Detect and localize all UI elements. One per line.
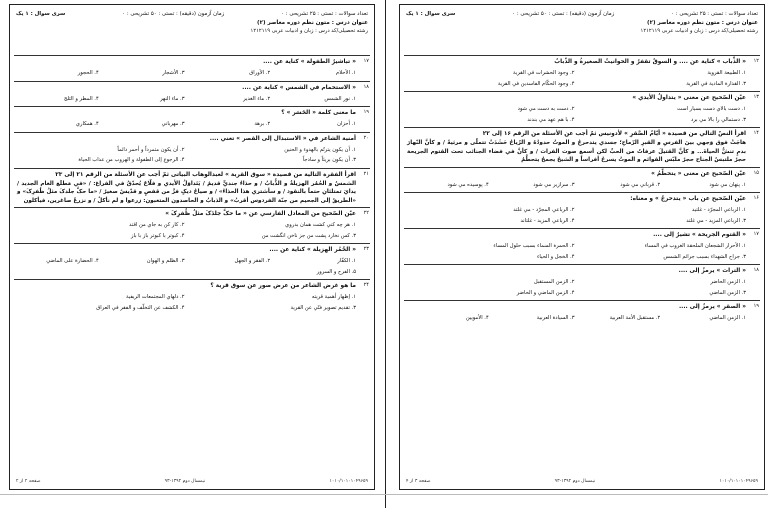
answer-option[interactable]: ۱. الأحلام xyxy=(335,70,356,76)
answer-option[interactable]: ۱. دست بالاي دست بسیار است xyxy=(677,106,746,112)
answer-options xyxy=(407,205,746,226)
question-stem: « الذِّباب » کنایة عن .... و السوقُ تقفرُ و الحوانیتُ الصغیرةُ و الذّبابُ xyxy=(554,59,746,65)
question-block xyxy=(14,132,370,168)
question-list xyxy=(14,55,370,475)
footer-code: ۱۰۱۰/۱۰۱۰۱۰۴۹۶۵۹ xyxy=(329,479,368,484)
answer-option[interactable]: ۴. الرجوع إلى الطفولة و الهروب من عذاب الحیاة xyxy=(78,157,185,163)
answer-option[interactable]: ۲. قرباني مي شود xyxy=(620,181,661,188)
question-stem: عیّن الصّحیح عن معنی « یتداولُ الأیدي » xyxy=(632,95,746,101)
question-block xyxy=(404,300,760,326)
answer-option[interactable]: ۱. الرباعي المجرّد - غلتید xyxy=(691,207,746,214)
series-label: سری سوال : ۱ یک xyxy=(406,11,456,17)
page-header xyxy=(406,10,758,54)
answer-options xyxy=(17,256,356,277)
answer-option[interactable]: ۳. تقدیم تصویر فنّي عن القریة xyxy=(290,304,356,311)
answer-option[interactable]: ۴. الخجل و الحیاء xyxy=(536,253,575,260)
question-stem: « القتوم الجریحة » تشیرُ إلی .... xyxy=(653,232,746,239)
page-footer xyxy=(406,477,758,486)
answer-option[interactable]: ۴. المطر و الثلج xyxy=(64,95,99,102)
question-block xyxy=(14,106,370,132)
question-stem: « الحُمُر الهزیلة » کنایة عن .... xyxy=(269,247,356,254)
question-number: ۱۳ xyxy=(753,94,759,100)
footer-term: نیمسال دوم ۱۳۹۲-۹۳ xyxy=(554,479,596,484)
answer-option[interactable]: ۴. الرباعي المزید - غلتاند xyxy=(520,217,575,224)
question-stem: أمنیة الشاعر في « الاستبدال إلى القصر » تعني .... xyxy=(209,135,356,142)
answer-option[interactable]: ۳. ماء النهر xyxy=(160,95,185,102)
question-block xyxy=(404,192,760,228)
answer-option[interactable]: ۵. الفرح و السرور xyxy=(316,268,356,275)
page-divider xyxy=(385,0,386,508)
answer-option[interactable]: ۱. هر چه کني کشت همان بدروي xyxy=(285,222,356,229)
count-label: تعداد سوالات : تستی : ۲۵ تشریحی : ۰ xyxy=(671,11,758,17)
question-stem: « الصقر » یرمزُ إلی .... xyxy=(678,304,746,311)
question-stem: عیّن الصّحیح من المعادل الفارسي عن « ما حکَّ جلدَکَ مثلُ ظُفرِکَ » xyxy=(165,211,356,218)
answer-option[interactable]: ۳. الظلم و الهوان xyxy=(146,258,185,265)
question-number: ۱۸ xyxy=(363,83,369,90)
course-title: متون نظم دوره معاصر (۲) xyxy=(257,20,330,26)
answer-option[interactable]: ۳. جراح الشهداء بسبب جرائم الشمس xyxy=(663,253,746,260)
question-number: ۲۳ xyxy=(363,246,369,253)
question-stem: ما هو غرض الشاعر من عرض صور عن سوق قریة ؟ xyxy=(210,283,356,290)
answer-option[interactable]: ۲. دست به دست مي شود xyxy=(517,106,575,112)
question-number: ۲۴ xyxy=(363,282,369,289)
answer-option[interactable]: ۱. إظهار أهمیة قریته xyxy=(311,294,356,301)
footer-code: ۱۰۱۰/۱۰۱۰۱۰۴۹۶۵۹ xyxy=(719,479,758,484)
question-number: ۱۶ xyxy=(753,195,759,202)
question-number: ۱۲ xyxy=(753,58,759,64)
answer-option[interactable]: ۱. الأحرار الشجعان الملحقة الغروب في المساء xyxy=(644,243,746,250)
answer-options xyxy=(407,68,746,89)
answer-option[interactable]: ۳. الزمن الماضي xyxy=(709,289,746,296)
answer-option[interactable]: ۲. أن یکون متمرداً و أحمر دائماً xyxy=(117,146,185,153)
question-list xyxy=(404,55,760,475)
course-subtitle: زبان و ادبیات عربی ۱۲۱۲۱۱۹ xyxy=(640,28,704,34)
course-subtitle: زبان و ادبیات عربی ۱۲۱۲۱۱۹ xyxy=(250,28,314,34)
question-number: ۱۹ xyxy=(753,303,759,310)
answer-options xyxy=(407,180,746,191)
answer-option[interactable]: ۴. همکاري xyxy=(75,121,99,127)
question-block xyxy=(14,168,370,208)
question-stem: « التراث » یرمزُ إلی .... xyxy=(678,268,746,275)
answer-options xyxy=(17,94,356,105)
answer-option[interactable]: ۲. الفقر و الجهل xyxy=(234,258,271,265)
answer-option[interactable]: ۱. الزمن الحاضر xyxy=(710,279,746,286)
answer-option[interactable]: ۲. وجود الحشرات في القریة xyxy=(513,70,575,76)
exam-page-left xyxy=(9,4,375,490)
question-number: ۱۷ xyxy=(363,58,369,64)
question-block xyxy=(404,127,760,167)
answer-option[interactable]: ۴. الحضارة علی الماضي xyxy=(46,258,99,265)
question-block xyxy=(404,91,760,127)
answer-option[interactable]: ۴. پوسیده مي شود xyxy=(447,181,489,188)
answer-option[interactable]: ۲. کار کن به جاي من اقتد xyxy=(129,222,185,229)
answer-option[interactable]: ۴. الزمن الماضي و الحاضر xyxy=(516,289,575,296)
question-stem: « تباشیرُ الطفولة » کنایة عن .... xyxy=(263,59,356,65)
answer-option[interactable]: ۲. الزمن المستقبل xyxy=(533,279,575,286)
question-stem: اقرأ الفقرة التالیة من قصیدة « سوق القریة » لعبدالوهاب البیاتی ثمّ أجب عن الأسئلة من الرقم ۲۱ إلی ۲۳ xyxy=(55,171,356,178)
answer-option[interactable]: ۱. پنهان مي شود xyxy=(709,181,746,188)
page-header xyxy=(16,10,368,54)
answer-option[interactable]: ۳. مهرباني xyxy=(161,121,185,127)
answer-option[interactable]: ۲. الرباعي المجرّد - مي غلتد xyxy=(513,207,575,214)
answer-option[interactable]: ۲. مستقبل الأمة العربیة xyxy=(609,315,661,322)
answer-option[interactable]: ۲. برهة xyxy=(254,121,271,127)
answer-options xyxy=(407,104,746,125)
answer-option[interactable]: ۳. کس نخارد پشت من جز ناخن انگشت من xyxy=(261,232,356,239)
question-block xyxy=(14,279,370,315)
answer-option[interactable]: ۴. با هم عهد مي بندند xyxy=(527,116,575,123)
page-footer xyxy=(16,477,368,486)
question-number: ۲۱ xyxy=(363,170,369,177)
answer-option[interactable]: ۳. الأشجار xyxy=(162,70,185,76)
course-title: متون نظم دوره معاصر (۲) xyxy=(647,20,720,26)
question-block xyxy=(404,228,760,264)
answer-option[interactable]: ۳. السیادة العربیة xyxy=(536,315,575,322)
time-label: زمان آزمون (دقیقه) : تستی : ۵۰ تشریحی : ۰ xyxy=(122,11,225,17)
answer-option[interactable]: ۳. القذارة المادیة في القریة xyxy=(686,80,746,87)
series-label: سری سوال : ۱ یک xyxy=(16,11,66,17)
answer-options xyxy=(17,220,356,241)
answer-option[interactable]: ۲. دلهاي المجتمعات الریفیة xyxy=(125,294,185,301)
question-number: ۲۰ xyxy=(363,134,369,141)
course-label: عنوان درس : xyxy=(721,20,758,26)
reading-passage: هاجَتْ فوق وَجهي بینَ الفرسِ و القبرِ الرّماحِ؛ جسدي یتدحرجُ و الموتُ حدودُهُ و الرّیاحُ حَشَدَتْ تتملّی و مرثیةٌ / و کأنَّ النّهارَ بدمٍ تنشُّ الحیاةَ... و کأنَّ القتیلَ عرفاتٌ من الحبِّ لکن أسمع صوت الفرات / و کأنَّ في فضاء الجنائب تحت القتوم الجریحة حجرٌ ملتبسُ الجناح حجرٌ ملبّس القوائم و الموتُ یسرحُ أفراساً و الشبحُ یجمحُ یتحطَّمُ xyxy=(407,140,746,164)
question-stem: عیّن الصّحیح عن باب « یتدحرجُ » و معناه: xyxy=(630,196,746,203)
question-stem: عیّن الصّحیح عن معنی « یتحطّمُ » xyxy=(651,170,746,177)
answer-option[interactable]: ۴. وجود الحکّام الفاسدین في القریة xyxy=(497,80,575,87)
answer-option[interactable]: ۱. الطبیعة القرویة xyxy=(707,70,746,76)
fields-label: رشته تحصیلی/کد درس : xyxy=(315,28,368,34)
answer-option[interactable]: ۴. کبوتر با کبوتر باز با باز xyxy=(131,232,185,239)
question-stem: اقرأ النصّ التالي من قصیدة « أیّامُ الصَّقرِ » لأدونیس ثمّ أجب عن الأسئلة من الرقم ۱۶ إلی ۲۲ xyxy=(482,131,746,137)
answer-option[interactable]: ۳. أن یکون بریئاً و ساذجاً xyxy=(302,157,356,163)
answer-option[interactable]: ۱. أحزان xyxy=(337,121,356,127)
fields-label: رشته تحصیلی/کد درس : xyxy=(705,28,758,34)
answer-options xyxy=(407,277,746,298)
answer-options xyxy=(407,313,746,324)
exam-page-right xyxy=(399,4,765,490)
answer-option[interactable]: ۱. الزمن الماضي xyxy=(709,315,746,322)
question-number: ۱۸ xyxy=(753,267,759,274)
question-block xyxy=(14,55,370,81)
question-number: ۱۵ xyxy=(753,169,759,176)
question-number: ۲۲ xyxy=(363,210,369,217)
count-label: تعداد سوالات : تستی : ۲۵ تشریحی : ۰ xyxy=(281,11,368,17)
footer-page: صفحه ۲ از ۲ xyxy=(16,479,41,484)
answer-options xyxy=(17,119,356,130)
question-block xyxy=(404,167,760,193)
answer-option[interactable]: ۱. أن یکون یترنّم بالهدوء و الحنین xyxy=(284,146,356,153)
answer-option[interactable]: ۳. سرازیر مي شود xyxy=(533,181,575,188)
answer-option[interactable]: ۲. الحمرة السماء بسبب حلول المساء xyxy=(493,243,575,250)
reading-passage: الشمسُ و الحُمُر الهزیلةُ و الذُّبابُ / و حذاءُ جنديٍّ قدیمٌ / یَتَداوَلُ الأیدي و فلّاحٌ یُحدّقُ في الفراغ: / «في مَطلَع العام الجدید / یدايَ تمتلئانِ حتماً بالنقود / و سأشتري هذا الحذاءُ» / و صیاحُ دیکٍ فرَّ من قفصٍ و قدّیسٌ صغیرٌ / «ما حکَّ جلدکَ مثلُ ظُفرِکَ» و «الطریقُ إلی الجحیم من جنّة الفردوس أقربُ» و الذبابُ و الحاصدون المتعبون: زرعوا و لم نأکلْ / و نزرعُ صاغرین، فیأکلون xyxy=(17,180,356,204)
question-block xyxy=(14,207,370,243)
footer-page: صفحه ۳ از ۴ xyxy=(406,479,431,484)
question-block xyxy=(14,81,370,107)
answer-option[interactable]: ۱. نور الشمس xyxy=(324,95,356,102)
question-number: ۱۷ xyxy=(753,231,759,238)
answer-option[interactable]: ۴. الأمویین xyxy=(465,315,489,322)
question-stem: « الاستحمام في الشمس » کنایة عن .... xyxy=(242,84,356,91)
answer-option[interactable]: ۴. الحجور xyxy=(77,70,99,76)
answer-option[interactable]: ۱. الکفّار xyxy=(337,258,356,265)
question-number: ۱۴ xyxy=(753,130,759,136)
question-block xyxy=(404,55,760,91)
question-block xyxy=(404,264,760,300)
course-label: عنوان درس : xyxy=(331,20,368,26)
answer-option[interactable]: ۲. ماء الغدیر xyxy=(243,95,271,102)
answer-options xyxy=(17,68,356,79)
bottom-rule xyxy=(0,494,768,495)
question-number: ۱۹ xyxy=(363,109,369,115)
answer-option[interactable]: ۲. الأوراق xyxy=(249,70,271,76)
time-label: زمان آزمون (دقیقه) : تستی : ۵۰ تشریحی : ۰ xyxy=(512,11,615,17)
answer-options xyxy=(407,241,746,262)
footer-term: نیمسال دوم ۱۳۹۲-۹۳ xyxy=(164,479,206,484)
answer-option[interactable]: ۴. الکشف عن التخلّف و الفقر في العراق xyxy=(96,304,185,311)
answer-options xyxy=(17,145,356,166)
question-block xyxy=(14,243,370,279)
answer-option[interactable]: ۳. الرباعي المزید - مي غلتد xyxy=(686,217,746,224)
question-stem: ما معنی کلمة « الحَسَر » ؟ xyxy=(281,110,356,116)
answer-options xyxy=(17,292,356,313)
answer-option[interactable]: ۳. دستمالي را بالا مي برد xyxy=(690,116,746,123)
